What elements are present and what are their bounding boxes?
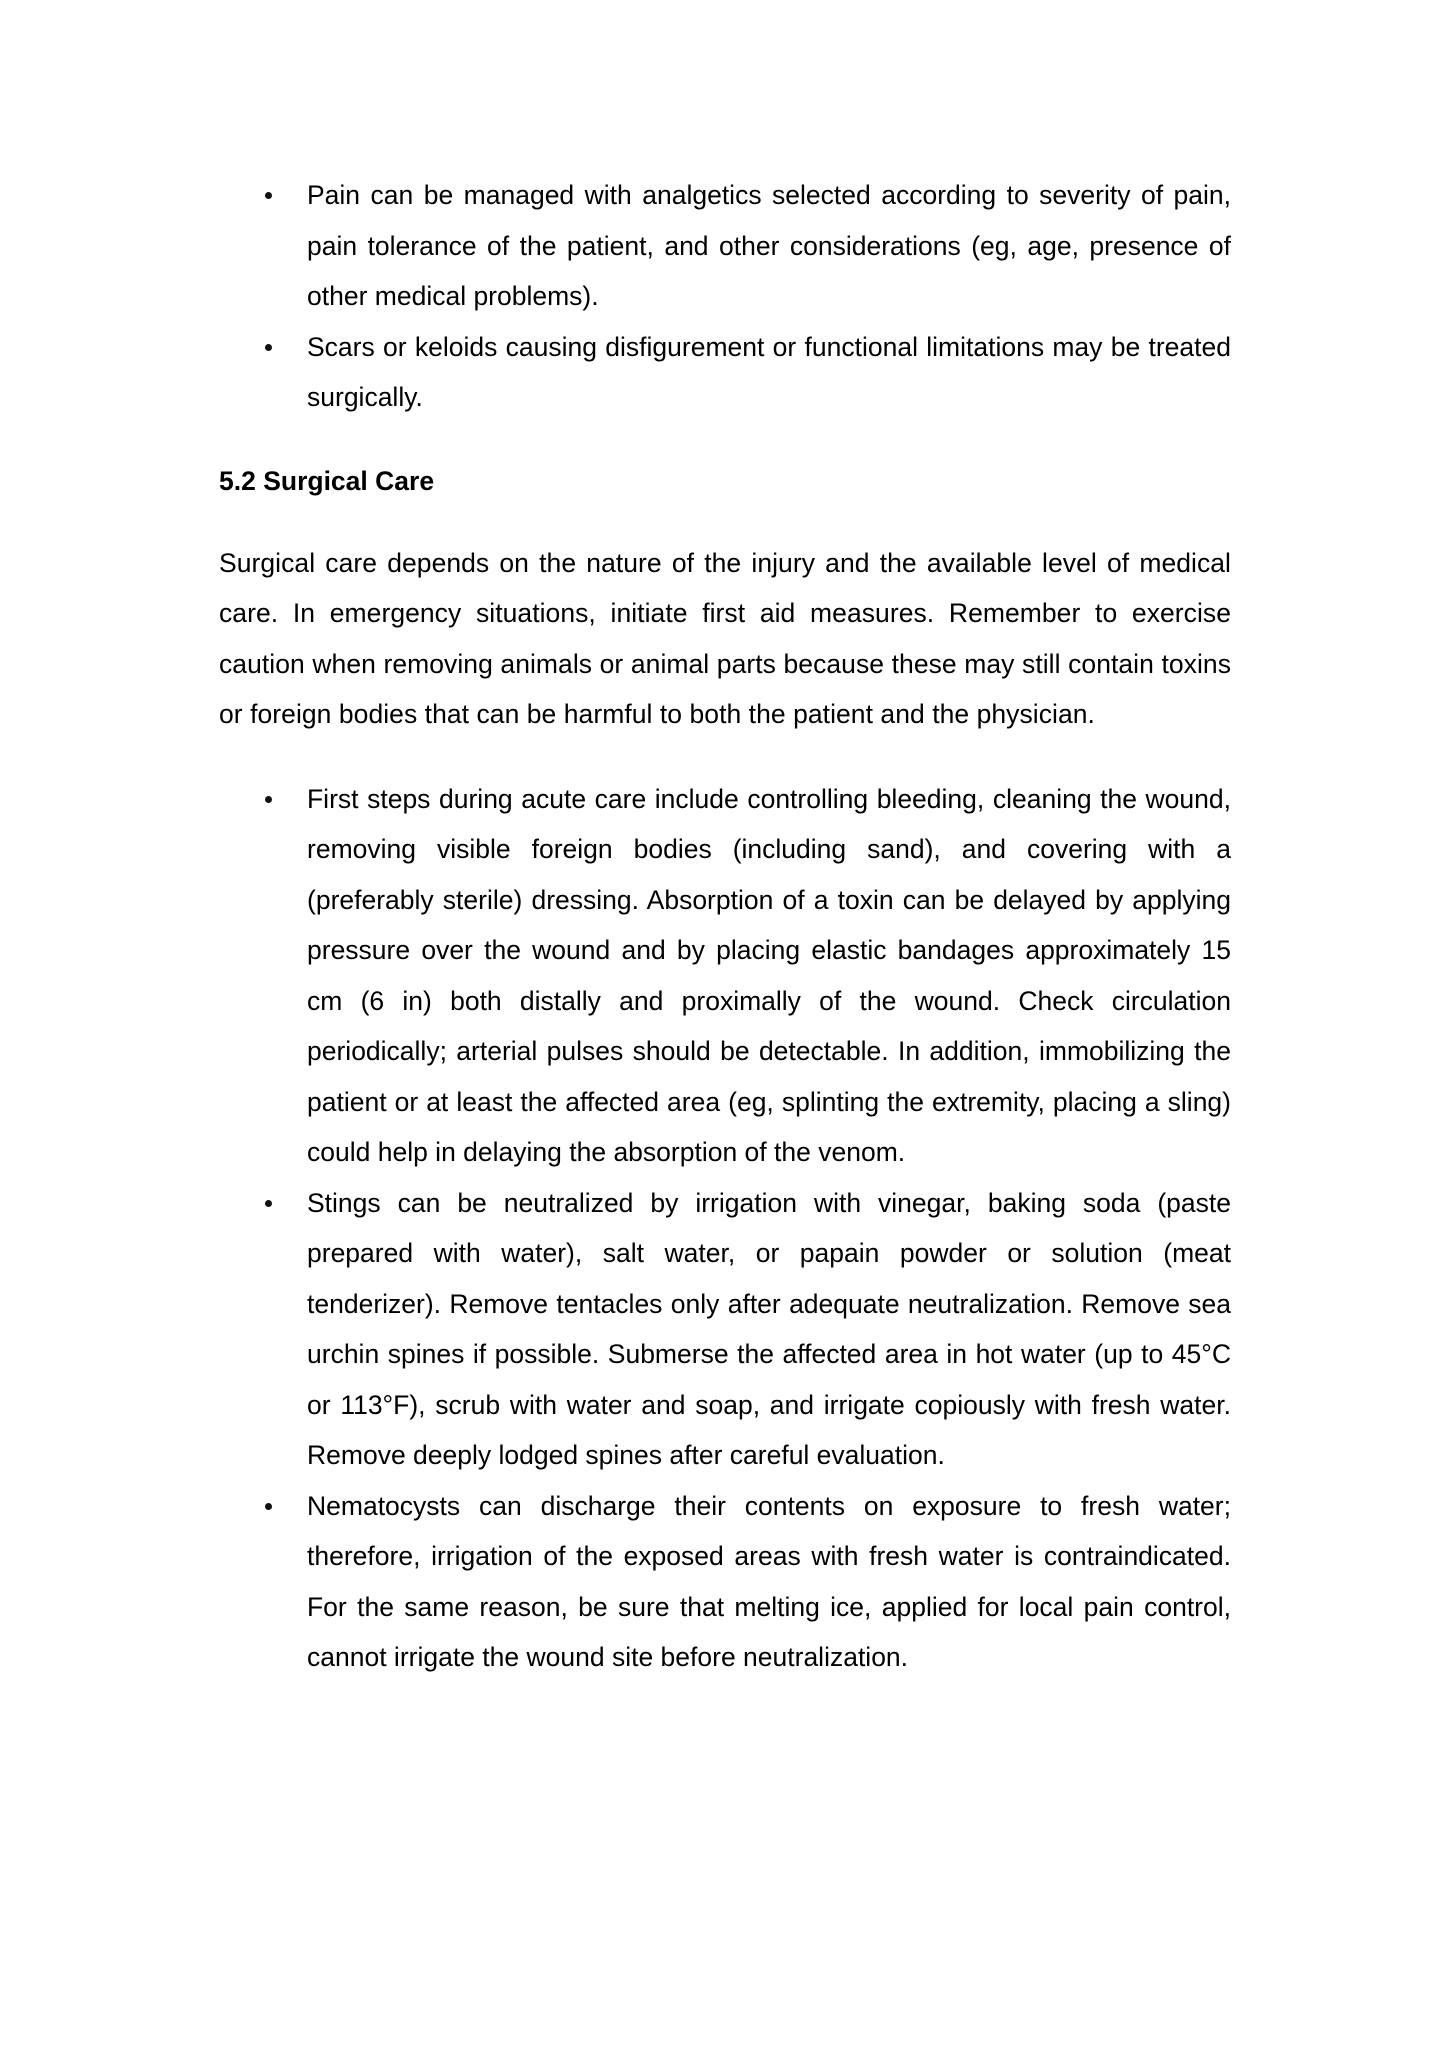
- list-item: [219, 1178, 1231, 1481]
- section-header: [219, 456, 1231, 506]
- list-item-text: Pain can be managed with analgetics selected according to severity of pain, pain tolerance of the patient, and other considerations (eg, age, presence of other medical problems).: [307, 180, 1231, 311]
- bullet-icon: [265, 344, 272, 351]
- bullet-icon: [265, 192, 272, 199]
- section-heading: 5.2 Surgical Care: [219, 465, 435, 496]
- list-item-text: Stings can be neutralized by irrigation with vinegar, baking soda (paste prepared with water), salt water, or papain powder or solution (meat tenderizer). Remove tentacles only after adequate neutralization. Remove sea urchin spines if possible. Submerse the affected area in hot water (up to 45°C or 113°F), scrub with water and soap, and irrigate copiously with fresh water. Remove deeply lodged spines after careful evaluation.: [307, 1187, 1231, 1470]
- list-item: [219, 774, 1231, 1178]
- intro-paragraph: Surgical care depends on the nature of the injury and the available level of medical care. In emergency situations, initiate first aid measures. Remember to exercise caution when removing animals or animal parts because these may still contain toxins or foreign bodies that can be harmful to both the patient and the physician.: [219, 547, 1231, 729]
- bullet-icon: [265, 1200, 272, 1207]
- list-item-text: Nematocysts can discharge their contents on exposure to fresh water; therefore, irrigation of the exposed areas with fresh water is contraindicated. For the same reason, be sure that melting ice, applied for local pain control, cannot irrigate the wound site before neutralization.: [307, 1490, 1231, 1672]
- list-item-text: Scars or keloids causing disfigurement or functional limitations may be treated surgically.: [307, 331, 1231, 412]
- bullet-list-treatment: [219, 170, 1231, 423]
- list-item: [219, 1481, 1231, 1683]
- list-item: [219, 170, 1231, 322]
- bullet-list-surgical-care: [219, 774, 1231, 1683]
- list-item: [219, 322, 1231, 423]
- list-item-text: First steps during acute care include controlling bleeding, cleaning the wound, removing visible foreign bodies (including sand), and covering with a (preferably sterile) dressing. Absorption of a toxin can be delayed by applying pressure over the wound and by placing elastic bandages approximately 15 cm (6 in) both distally and proximally of the wound. Check circulation periodically; arterial pulses should be detectable. In addition, immobilizing the patient or at least the affected area (eg, splinting the extremity, placing a sling) could help in delaying the absorption of the venom.: [307, 783, 1231, 1167]
- page-content: [219, 170, 1231, 1683]
- bullet-icon: [265, 1503, 272, 1510]
- bullet-icon: [265, 796, 272, 803]
- section-intro: [219, 538, 1231, 740]
